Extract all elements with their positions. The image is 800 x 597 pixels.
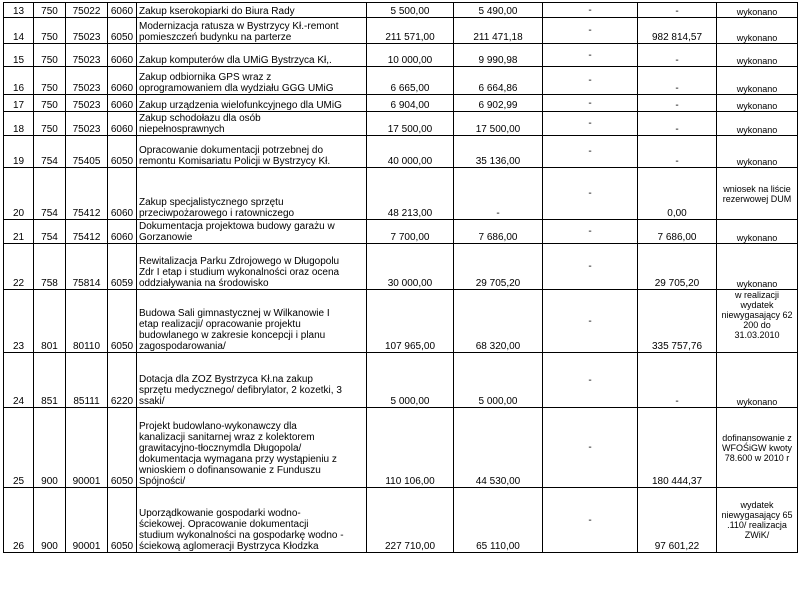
cell-paragraf: 6220 [108, 353, 137, 408]
cell-paragraf: 6059 [108, 244, 137, 290]
cell-plan: 6 904,00 [367, 95, 454, 112]
cell-wykonanie: 6 902,99 [454, 95, 543, 112]
cell-wykonanie: 5 490,00 [454, 3, 543, 18]
cell-dzial: 900 [34, 408, 66, 488]
table-row [4, 168, 798, 220]
cell-dzial: 754 [34, 220, 66, 244]
cell-dzial: 750 [34, 18, 66, 44]
cell-paragraf: 6060 [108, 220, 137, 244]
cell-col8: - [543, 353, 638, 408]
table-row [4, 353, 798, 408]
cell-paragraf: 6060 [108, 3, 137, 18]
cell-wykonanie: - [454, 168, 543, 220]
cell-lp: 19 [4, 136, 34, 168]
cell-lp: 23 [4, 290, 34, 353]
cell-lp: 20 [4, 168, 34, 220]
cell-rozdzial: 75405 [66, 136, 108, 168]
cell-col8: - [543, 136, 638, 168]
cell-uwagi: wykonano [717, 112, 798, 136]
cell-uwagi: w realizacji wydatek niewygasający 62 200 do 31.03.2010 [717, 290, 798, 353]
cell-uwagi: wykonano [717, 44, 798, 67]
table-row [4, 244, 798, 290]
cell-rozdzial: 75022 [66, 3, 108, 18]
cell-uwagi: dofinansowanie z WFOŚiGW kwoty 78.600 w 2010 r [717, 408, 798, 488]
cell-plan: 227 710,00 [367, 488, 454, 553]
table-row [4, 220, 798, 244]
cell-wykonanie: 211 471,18 [454, 18, 543, 44]
cell-dzial: 758 [34, 244, 66, 290]
cell-paragraf: 6050 [108, 18, 137, 44]
cell-zadanie: Zakup specjalistycznego sprzętu przeciwpożarowego i ratowniczego [137, 168, 367, 220]
table-row [4, 408, 798, 488]
cell-col9: - [638, 136, 717, 168]
table-row [4, 18, 798, 44]
table-row [4, 290, 798, 353]
cell-plan: 40 000,00 [367, 136, 454, 168]
cell-zadanie: Modernizacja ratusza w Bystrzycy Kł.-remont pomieszczeń budynku na parterze [137, 18, 367, 44]
cell-dzial: 750 [34, 67, 66, 95]
cell-col8: - [543, 488, 638, 553]
cell-col8: - [543, 112, 638, 136]
cell-lp: 16 [4, 67, 34, 95]
cell-uwagi: wykonano [717, 244, 798, 290]
table-row [4, 44, 798, 67]
cell-uwagi: wykonano [717, 220, 798, 244]
cell-col9: - [638, 112, 717, 136]
cell-col8: - [543, 408, 638, 488]
cell-col8: - [543, 244, 638, 290]
cell-plan: 10 000,00 [367, 44, 454, 67]
cell-zadanie: Zakup komputerów dla UMiG Bystrzyca Kł,. [137, 44, 367, 67]
cell-paragraf: 6050 [108, 488, 137, 553]
cell-lp: 13 [4, 3, 34, 18]
cell-rozdzial: 75023 [66, 18, 108, 44]
cell-plan: 6 665,00 [367, 67, 454, 95]
cell-plan: 30 000,00 [367, 244, 454, 290]
cell-rozdzial: 75412 [66, 220, 108, 244]
cell-zadanie: Zakup odbiornika GPS wraz z oprogramowaniem dla wydziału GGG UMiG [137, 67, 367, 95]
cell-lp: 17 [4, 95, 34, 112]
cell-zadanie: Dotacja dla ZOZ Bystrzyca Kł.na zakup sprzętu medycznego/ defibrylator, 2 kozetki, 3 ssaki/ [137, 353, 367, 408]
cell-rozdzial: 75023 [66, 67, 108, 95]
cell-col8: - [543, 18, 638, 44]
cell-uwagi: wykonano [717, 67, 798, 95]
cell-paragraf: 6060 [108, 44, 137, 67]
cell-col9: 180 444,37 [638, 408, 717, 488]
cell-col9: 29 705,20 [638, 244, 717, 290]
cell-zadanie: Zakup schodołazu dla osób niepełnosprawnych [137, 112, 367, 136]
cell-dzial: 754 [34, 168, 66, 220]
cell-rozdzial: 90001 [66, 488, 108, 553]
cell-col9: 7 686,00 [638, 220, 717, 244]
cell-paragraf: 6050 [108, 136, 137, 168]
table-row [4, 136, 798, 168]
cell-wykonanie: 68 320,00 [454, 290, 543, 353]
cell-lp: 22 [4, 244, 34, 290]
cell-dzial: 851 [34, 353, 66, 408]
cell-paragraf: 6060 [108, 112, 137, 136]
cell-paragraf: 6060 [108, 95, 137, 112]
cell-rozdzial: 90001 [66, 408, 108, 488]
cell-wykonanie: 65 110,00 [454, 488, 543, 553]
cell-col9: 97 601,22 [638, 488, 717, 553]
cell-rozdzial: 85111 [66, 353, 108, 408]
cell-lp: 26 [4, 488, 34, 553]
cell-zadanie: Rewitalizacja Parku Zdrojowego w Długopolu Zdr I etap i studium wykonalności oraz ocena oddziaływania na środowisko [137, 244, 367, 290]
cell-wykonanie: 35 136,00 [454, 136, 543, 168]
cell-col8: - [543, 290, 638, 353]
cell-col9: - [638, 67, 717, 95]
cell-wykonanie: 44 530,00 [454, 408, 543, 488]
cell-plan: 5 000,00 [367, 353, 454, 408]
cell-dzial: 750 [34, 95, 66, 112]
cell-uwagi: wykonano [717, 353, 798, 408]
cell-rozdzial: 75814 [66, 244, 108, 290]
cell-paragraf: 6060 [108, 168, 137, 220]
cell-zadanie: Dokumentacja projektowa budowy garażu w Gorzanowie [137, 220, 367, 244]
cell-dzial: 801 [34, 290, 66, 353]
cell-lp: 25 [4, 408, 34, 488]
cell-paragraf: 6050 [108, 290, 137, 353]
cell-rozdzial: 75023 [66, 112, 108, 136]
table-row [4, 488, 798, 553]
table-row [4, 95, 798, 112]
cell-plan: 211 571,00 [367, 18, 454, 44]
cell-lp: 14 [4, 18, 34, 44]
cell-wykonanie: 17 500,00 [454, 112, 543, 136]
investment-table [3, 2, 798, 553]
cell-paragraf: 6050 [108, 408, 137, 488]
cell-col8: - [543, 168, 638, 220]
cell-uwagi: wniosek na liście rezerwowej DUM [717, 168, 798, 220]
cell-dzial: 750 [34, 44, 66, 67]
cell-col9: - [638, 95, 717, 112]
cell-lp: 18 [4, 112, 34, 136]
cell-plan: 48 213,00 [367, 168, 454, 220]
cell-rozdzial: 75412 [66, 168, 108, 220]
table-row [4, 67, 798, 95]
cell-wykonanie: 29 705,20 [454, 244, 543, 290]
cell-rozdzial: 75023 [66, 44, 108, 67]
cell-col8: - [543, 220, 638, 244]
cell-col8: - [543, 95, 638, 112]
cell-col9: - [638, 3, 717, 18]
cell-dzial: 750 [34, 112, 66, 136]
cell-plan: 107 965,00 [367, 290, 454, 353]
cell-col9: 0,00 [638, 168, 717, 220]
cell-wykonanie: 5 000,00 [454, 353, 543, 408]
cell-paragraf: 6060 [108, 67, 137, 95]
cell-col9: 982 814,57 [638, 18, 717, 44]
cell-zadanie: Uporządkowanie gospodarki wodno- ściekowej. Opracowanie dokumentacji studium wykonalności na gospodarkę wodno - ściekową aglomeracji Bystrzyca Kłodzka [137, 488, 367, 553]
cell-col8: - [543, 44, 638, 67]
cell-plan: 7 700,00 [367, 220, 454, 244]
cell-plan: 110 106,00 [367, 408, 454, 488]
cell-zadanie: Zakup urządzenia wielofunkcyjnego dla UMiG [137, 95, 367, 112]
table-row [4, 3, 798, 18]
cell-uwagi: wykonano [717, 3, 798, 18]
cell-rozdzial: 75023 [66, 95, 108, 112]
cell-col9: - [638, 44, 717, 67]
cell-uwagi: wykonano [717, 136, 798, 168]
cell-wykonanie: 6 664,86 [454, 67, 543, 95]
cell-col8: - [543, 67, 638, 95]
cell-col9: 335 757,76 [638, 290, 717, 353]
cell-col9: - [638, 353, 717, 408]
cell-zadanie: Projekt budowlano-wykonawczy dla kanalizacji sanitarnej wraz z kolektorem grawitacyjno-tłocznymdla Długopola/ dokumentacja wymagana przy wystąpieniu z wnioskiem o dofinansowanie z Funduszu Spójności/ [137, 408, 367, 488]
cell-lp: 24 [4, 353, 34, 408]
table-row [4, 112, 798, 136]
cell-rozdzial: 80110 [66, 290, 108, 353]
cell-uwagi: wydatek niewygasający 65 .110/ realizacja ZWiK/ [717, 488, 798, 553]
cell-uwagi: wykonano [717, 95, 798, 112]
cell-plan: 17 500,00 [367, 112, 454, 136]
cell-lp: 15 [4, 44, 34, 67]
cell-wykonanie: 7 686,00 [454, 220, 543, 244]
cell-zadanie: Budowa Sali gimnastycznej w Wilkanowie I etap realizacji/ opracowanie projektu budowlanego w zakresie koncepcji i planu zagospodarowania/ [137, 290, 367, 353]
cell-plan: 5 500,00 [367, 3, 454, 18]
cell-zadanie: Opracowanie dokumentacji potrzebnej do remontu Komisariatu Policji w Bystrzycy Kł. [137, 136, 367, 168]
cell-dzial: 900 [34, 488, 66, 553]
cell-col8: - [543, 3, 638, 18]
cell-uwagi: wykonano [717, 18, 798, 44]
cell-lp: 21 [4, 220, 34, 244]
cell-wykonanie: 9 990,98 [454, 44, 543, 67]
cell-zadanie: Zakup kserokopiarki do Biura Rady [137, 3, 367, 18]
cell-dzial: 750 [34, 3, 66, 18]
cell-dzial: 754 [34, 136, 66, 168]
